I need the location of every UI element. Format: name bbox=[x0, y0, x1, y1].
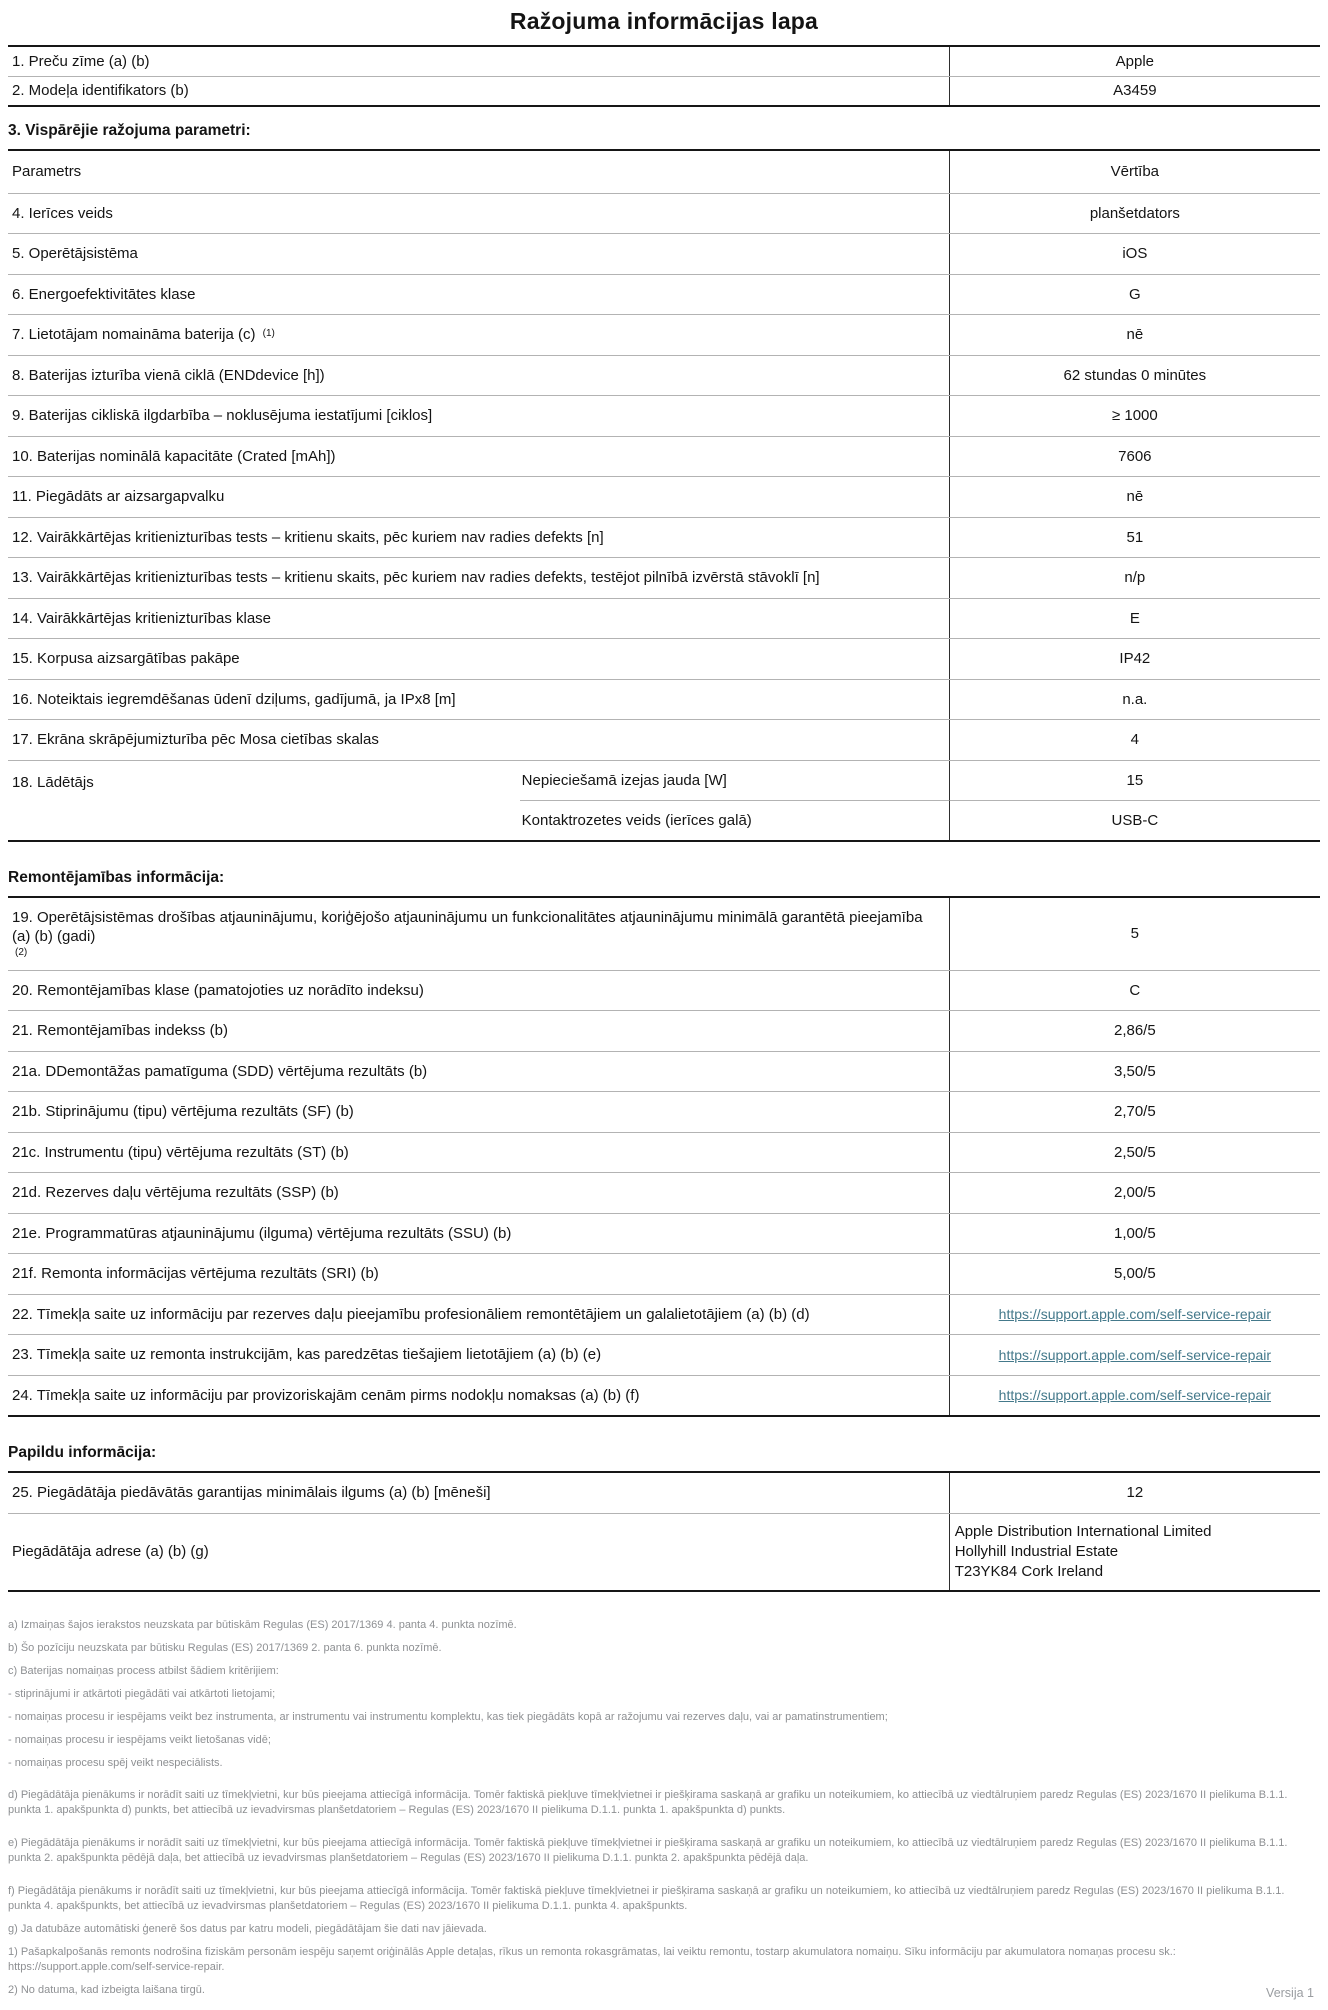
row-value: Apple bbox=[949, 47, 1320, 76]
table-row bbox=[8, 1334, 1320, 1375]
superscript-note: (1) bbox=[262, 328, 275, 340]
repairability-table bbox=[8, 896, 1320, 1418]
row-value: nē bbox=[949, 477, 1320, 517]
row-value: 12 bbox=[949, 1473, 1320, 1513]
row-label: 21d. Rezerves daļu vērtējuma rezultāts (SSP) (b) bbox=[12, 1184, 339, 1201]
footnote-item: b) Šo pozīciju neuzskata par būtisku Regulas (ES) 2017/1369 2. panta 6. punkta nozīmē. bbox=[8, 1642, 442, 1655]
table-row bbox=[8, 1132, 1320, 1173]
address-line: T23YK84 Cork Ireland bbox=[954, 1563, 1104, 1580]
row-value: C bbox=[949, 971, 1320, 1011]
identification-table bbox=[8, 45, 1320, 107]
table-row bbox=[8, 233, 1320, 274]
row-value: nē bbox=[949, 315, 1320, 355]
row-value: USB-C bbox=[949, 800, 1320, 840]
row-value bbox=[949, 1376, 1320, 1416]
table-row bbox=[8, 1513, 1320, 1591]
row-value: planšetdators bbox=[949, 194, 1320, 234]
repair-info-link[interactable]: https://support.apple.com/self-service-repair bbox=[998, 1306, 1272, 1323]
row-label: 2. Modeļa identifikators (b) bbox=[12, 82, 189, 99]
row-value: n/p bbox=[949, 558, 1320, 598]
row-value: ≥ 1000 bbox=[949, 396, 1320, 436]
row-label: 22. Tīmekļa saite uz informāciju par rezerves daļu pieejamību profesionāliem remontētājiem un galalietotājiem (a) (b) (d) bbox=[12, 1305, 810, 1323]
table-row bbox=[8, 1172, 1320, 1213]
table-row bbox=[8, 1213, 1320, 1254]
row-value: IP42 bbox=[949, 639, 1320, 679]
row-value: 2,50/5 bbox=[949, 1133, 1320, 1173]
table-row bbox=[8, 638, 1320, 679]
superscript-note: (2) bbox=[15, 946, 28, 958]
repair-info-link[interactable]: https://support.apple.com/self-service-repair bbox=[998, 1387, 1272, 1404]
row-label: 4. Ierīces veids bbox=[12, 204, 113, 222]
footnote-item: - nomaiņas procesu ir iespējams veikt lietošanas vidē; bbox=[8, 1733, 271, 1746]
footnote-item: a) Izmaiņas šajos ierakstos neuzskata par būtiskām Regulas (ES) 2017/1369 4. panta 4. punkta nozīmē. bbox=[8, 1619, 517, 1632]
table-row bbox=[8, 1051, 1320, 1092]
row-label: 19. Operētājsistēmas drošības atjauninājumu, koriģējošo atjauninājumu un funkcionalitātes atjauninājumu minimālā garantētā pieejamība (a) (b) (gadi) (2) bbox=[12, 908, 923, 958]
table-row bbox=[8, 1294, 1320, 1335]
address-line: Hollyhill Industrial Estate bbox=[954, 1542, 1119, 1560]
row-value: 7606 bbox=[949, 437, 1320, 477]
table-row bbox=[8, 1010, 1320, 1051]
row-label: Parametrs bbox=[12, 163, 82, 180]
table-row bbox=[8, 47, 1320, 76]
row-value: 2,70/5 bbox=[949, 1092, 1320, 1132]
repair-info-link[interactable]: https://support.apple.com/self-service-repair bbox=[998, 1346, 1272, 1363]
row-label: 8. Baterijas izturība vienā ciklā (ENDdevice [h]) bbox=[12, 366, 325, 384]
row-value: n.a. bbox=[949, 680, 1320, 720]
row-value: iOS bbox=[949, 234, 1320, 274]
table-row bbox=[8, 314, 1320, 355]
row-label: 11. Piegādāts ar aizsargapvalku bbox=[12, 488, 225, 505]
row-value: 15 bbox=[949, 761, 1320, 800]
row-value: G bbox=[949, 275, 1320, 315]
table-row bbox=[8, 395, 1320, 436]
table-row bbox=[8, 1091, 1320, 1132]
row-value: 5 bbox=[949, 898, 1320, 970]
footnote-item: 1) Pašapkalpošanās remonts nodrošina fiziskām personām iespēju saņemt oriģinālās Apple detaļas, rīkus un remonta rokasgrāmatas, lai veiktu remontu, tostarp akumulatora nomaiņu. Sīku informāciju par akumulatora nomaņas procesu sk.: https://support.apple.com/self-service-repair. bbox=[8, 1945, 1176, 1974]
table-row bbox=[8, 517, 1320, 558]
supplier-address bbox=[949, 1514, 1320, 1591]
address-line: Apple Distribution International Limited bbox=[954, 1522, 1212, 1540]
table-row bbox=[8, 898, 1320, 970]
general-parameters-table bbox=[8, 149, 1320, 842]
row-value: 62 stundas 0 minūtes bbox=[949, 356, 1320, 396]
row-label: 6. Energoefektivitātes klase bbox=[12, 285, 196, 303]
row-label: 21a. DDemontāžas pamatīguma (SDD) vērtējuma rezultāts (b) bbox=[12, 1062, 428, 1080]
row-label: 17. Ekrāna skrāpējumizturība pēc Mosa cietības skalas bbox=[12, 731, 379, 748]
footnote-item: g) Ja datubāze automātiski ģenerē šos datus par katru modeli, piegādātājam šie dati nav jāievada. bbox=[8, 1922, 487, 1935]
section-heading-additional: Papildu informācija: bbox=[8, 1444, 157, 1461]
footnote-item: - nomaiņas procesu spēj veikt nespeciālists. bbox=[8, 1756, 223, 1769]
footnote-item: d) Piegādātāja pienākums ir norādīt saiti uz tīmekļvietni, kur būs pieejama attiecīgā informācija. Tomēr faktiskā piekļuve tīmekļvietnei ir piešķirama saskaņā ar grafiku un noteikumiem, ko attiecībā uz viedtālruņiem paredz Regulas (ES) 2023/1670 II pielikuma B.1.1. punkta 1. apakšpunkta d) punkts, bet attiecībā uz ievadvirsmas planšetdatoriem – Regulas (ES) 2023/1670 II pielikuma D.1.1. punkta 1. apakšpunkta d) punkts. bbox=[8, 1788, 1288, 1817]
section-heading-repair: Remontējamības informācija: bbox=[8, 868, 225, 886]
row-label: 18. Lādētājs bbox=[12, 773, 94, 791]
row-label: 1. Preču zīme (a) (b) bbox=[12, 52, 150, 70]
table-row bbox=[8, 598, 1320, 639]
row-value bbox=[949, 1335, 1320, 1375]
section-heading-general: 3. Vispārējie ražojuma parametri: bbox=[8, 122, 251, 139]
charger-row bbox=[8, 760, 1320, 840]
table-row bbox=[8, 476, 1320, 517]
footnote-item: f) Piegādātāja pienākums ir norādīt saiti uz tīmekļvietni, kur būs pieejama attiecīgā informācija. Tomēr faktiskā piekļuve tīmekļvietnei ir piešķirama saskaņā ar grafiku un noteikumiem, ko attiecībā uz viedtālruņiem paredz Regulas (ES) 2023/1670 II pielikuma B.1.1. punkta 4. apakšpunkts, bet attiecībā uz ievadvirsmas planšetdatoriem – Regulas (ES) 2023/1670 II pielikuma D.1.1. punkta 4. apakšpunkts. bbox=[8, 1884, 1285, 1912]
row-value: 2,00/5 bbox=[949, 1173, 1320, 1213]
charger-sub-label: Nepieciešamā izejas jauda [W] bbox=[521, 771, 727, 789]
row-value: 3,50/5 bbox=[949, 1052, 1320, 1092]
footnote-item: e) Piegādātāja pienākums ir norādīt saiti uz tīmekļvietni, kur būs pieejama attiecīgā informācija. Tomēr faktiskā piekļuve tīmekļvietnei ir piešķirama saskaņā ar grafiku un noteikumiem, ko attiecībā uz viedtālruņiem paredz Regulas (ES) 2023/1670 II pielikuma B.1.1. punkta 2. apakšpunkta pēdējā daļa, bet attiecībā uz ievadvirsmas planšetdatoriem – Regulas (ES) 2023/1670 II pielikuma D.1.1. punkta 2. apakšpunkta pēdējā daļa. bbox=[8, 1836, 1288, 1865]
table-row bbox=[8, 557, 1320, 598]
row-value: 2,86/5 bbox=[949, 1011, 1320, 1051]
row-label: 16. Noteiktais iegremdēšanas ūdenī dziļums, gadījumā, ja IPx8 [m] bbox=[12, 690, 456, 708]
table-row bbox=[8, 1253, 1320, 1294]
table-row bbox=[8, 436, 1320, 477]
row-label: 21f. Remonta informācijas vērtējuma rezultāts (SRI) (b) bbox=[12, 1265, 379, 1282]
row-label: 25. Piegādātāja piedāvātās garantijas minimālais ilgums (a) (b) [mēneši] bbox=[12, 1484, 491, 1501]
footnote-item: - stiprinājumi ir atkārtoti piegādāti vai atkārtoti lietojami; bbox=[8, 1687, 276, 1700]
row-label: 21e. Programmatūras atjauninājumu (ilguma) vērtējuma rezultāts (SSU) (b) bbox=[12, 1224, 512, 1242]
row-label: 21b. Stiprinājumu (tipu) vērtējuma rezultāts (SF) (b) bbox=[12, 1103, 354, 1120]
row-label: 24. Tīmekļa saite uz informāciju par provizoriskajām cenām pirms nodokļu nomaksas (a) (b) (f) bbox=[12, 1386, 640, 1404]
row-label: 21c. Instrumentu (tipu) vērtējuma rezultāts (ST) (b) bbox=[12, 1143, 349, 1161]
page-title: Ražojuma informācijas lapa bbox=[509, 8, 819, 34]
table-row bbox=[8, 1473, 1320, 1513]
row-value: Vērtība bbox=[949, 151, 1320, 193]
row-label: 7. Lietotājam nomaināma baterija (c) (1) bbox=[12, 326, 275, 343]
table-row bbox=[8, 1375, 1320, 1416]
row-value bbox=[949, 1295, 1320, 1335]
footnote-item: c) Baterijas nomaiņas process atbilst šādiem kritērijiem: bbox=[8, 1665, 279, 1678]
row-label: Piegādātāja adrese (a) (b) (g) bbox=[12, 1543, 209, 1561]
table-row bbox=[8, 970, 1320, 1011]
footnotes bbox=[8, 1618, 1320, 1998]
row-label: 10. Baterijas nominālā kapacitāte (Crated [mAh]) bbox=[12, 447, 336, 465]
additional-info-table bbox=[8, 1471, 1320, 1592]
row-value: A3459 bbox=[949, 77, 1320, 106]
table-row bbox=[8, 274, 1320, 315]
row-label: 14. Vairākkārtējas kritienizturības klase bbox=[12, 609, 271, 627]
table-row bbox=[8, 193, 1320, 234]
charger-sub-label: Kontaktrozetes veids (ierīces galā) bbox=[520, 800, 949, 840]
row-value: 51 bbox=[949, 518, 1320, 558]
row-value: 5,00/5 bbox=[949, 1254, 1320, 1294]
row-label: 20. Remontējamības klase (pamatojoties uz norādīto indeksu) bbox=[12, 981, 424, 999]
footnote-item: - nomaiņas procesu ir iespējams veikt bez instrumenta, ar instrumentu vai instrumentu komplektu, kas tiek piegādāts kopā ar ražojumu vai rezerves daļu, vai ar pamatinstrumentiem; bbox=[8, 1710, 888, 1723]
table-row bbox=[8, 679, 1320, 720]
row-label: 9. Baterijas cikliskā ilgdarbība – noklusējuma iestatījumi [ciklos] bbox=[12, 407, 433, 424]
table-row bbox=[8, 355, 1320, 396]
row-value: 1,00/5 bbox=[949, 1214, 1320, 1254]
table-row bbox=[8, 719, 1320, 760]
table-row bbox=[8, 76, 1320, 106]
row-label: 23. Tīmekļa saite uz remonta instrukcijām, kas paredzētas tiešajiem lietotājiem (a) (b) (e) bbox=[12, 1346, 602, 1363]
version-label: Versija 1 bbox=[1266, 1986, 1314, 2000]
row-label: 5. Operētājsistēma bbox=[12, 245, 138, 262]
row-label: 15. Korpusa aizsargātības pakāpe bbox=[12, 650, 240, 667]
row-label: 21. Remontējamības indekss (b) bbox=[12, 1022, 228, 1039]
row-label: 12. Vairākkārtējas kritienizturības tests – kritienu skaits, pēc kuriem nav radies defekts [n] bbox=[12, 528, 604, 546]
row-value: 4 bbox=[949, 720, 1320, 760]
footnote-item: 2) No datuma, kad izbeigta laišana tirgū. bbox=[8, 1984, 205, 1996]
row-value: E bbox=[949, 599, 1320, 639]
row-label: 13. Vairākkārtējas kritienizturības tests – kritienu skaits, pēc kuriem nav radies defekts, testējot pilnībā izvērstā stāvoklī [n] bbox=[12, 569, 820, 586]
table-row bbox=[8, 151, 1320, 193]
